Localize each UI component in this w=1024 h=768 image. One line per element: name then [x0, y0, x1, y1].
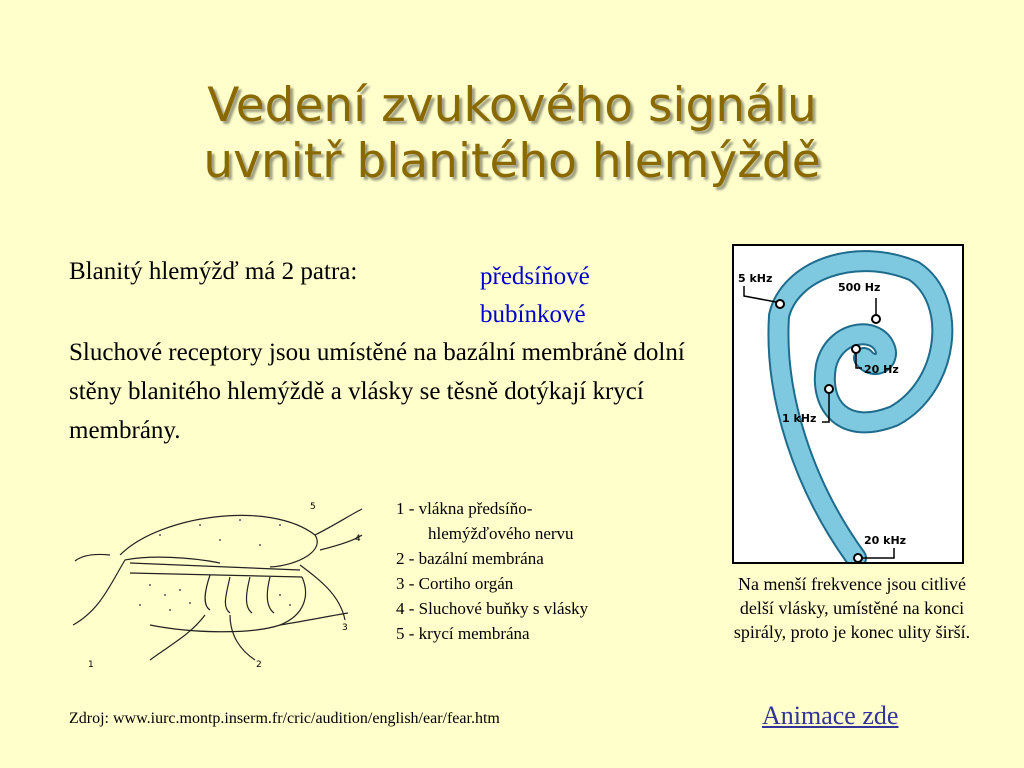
cochlea-spiral-diagram [732, 244, 964, 564]
sketch-legend [396, 496, 588, 646]
legend-item: 1 - vlákna předsíňo- [396, 499, 533, 518]
label-20khz: 20 kHz [864, 534, 907, 547]
legend-item: 5 - krycí membrána [396, 624, 530, 643]
point-20khz [854, 554, 862, 562]
cochlea-cross-section-sketch [70, 495, 370, 675]
point-1khz [825, 385, 833, 393]
source-citation: Zdroj: www.iurc.montp.inserm.fr/cric/audition/english/ear/fear.htm [69, 710, 500, 727]
label-5khz: 5 kHz [738, 272, 773, 285]
title-line-2: uvnitř blanitého hlemýždě [203, 134, 821, 189]
legend-item: 3 - Cortiho orgán [396, 574, 514, 593]
sketch-label-4: 4 [355, 534, 361, 544]
legend-item: 4 - Sluchové buňky s vlásky [396, 599, 589, 618]
intro-label: Blanitý hlemýžď má 2 patra: [69, 258, 358, 285]
sketch-label-3: 3 [342, 623, 348, 633]
title-line-1: Vedení zvukového signálu [207, 78, 817, 133]
sketch-label-2: 2 [256, 660, 262, 670]
receptor-paragraph: Sluchové receptory jsou umístěné na bazální membráně dolní stěny blanitého hlemýždě a vlásky se těsně dotýkají krycí membrány. [69, 339, 685, 444]
point-20hz [852, 345, 860, 353]
layer-item: předsíňové [480, 263, 590, 290]
legend-item: 2 - bazální membrána [396, 549, 544, 568]
layer-list [480, 258, 590, 334]
spiral-caption: Na menší frekvence jsou citlivé delší vlásky, umístěné na konci spirály, proto je konec ulity širší. [733, 574, 971, 642]
slide-title [0, 78, 1024, 190]
label-1khz: 1 kHz [782, 412, 817, 425]
point-5khz [776, 300, 784, 308]
legend-item: hlemýžďového nervu [428, 524, 574, 543]
label-20hz: 20 Hz [864, 363, 899, 376]
label-500hz: 500 Hz [838, 281, 881, 294]
sketch-label-5: 5 [310, 502, 316, 512]
animation-link[interactable]: Animace zde [762, 701, 899, 730]
point-500hz [872, 315, 880, 323]
layer-item: bubínkové [480, 301, 586, 328]
sketch-label-1: 1 [88, 660, 94, 670]
